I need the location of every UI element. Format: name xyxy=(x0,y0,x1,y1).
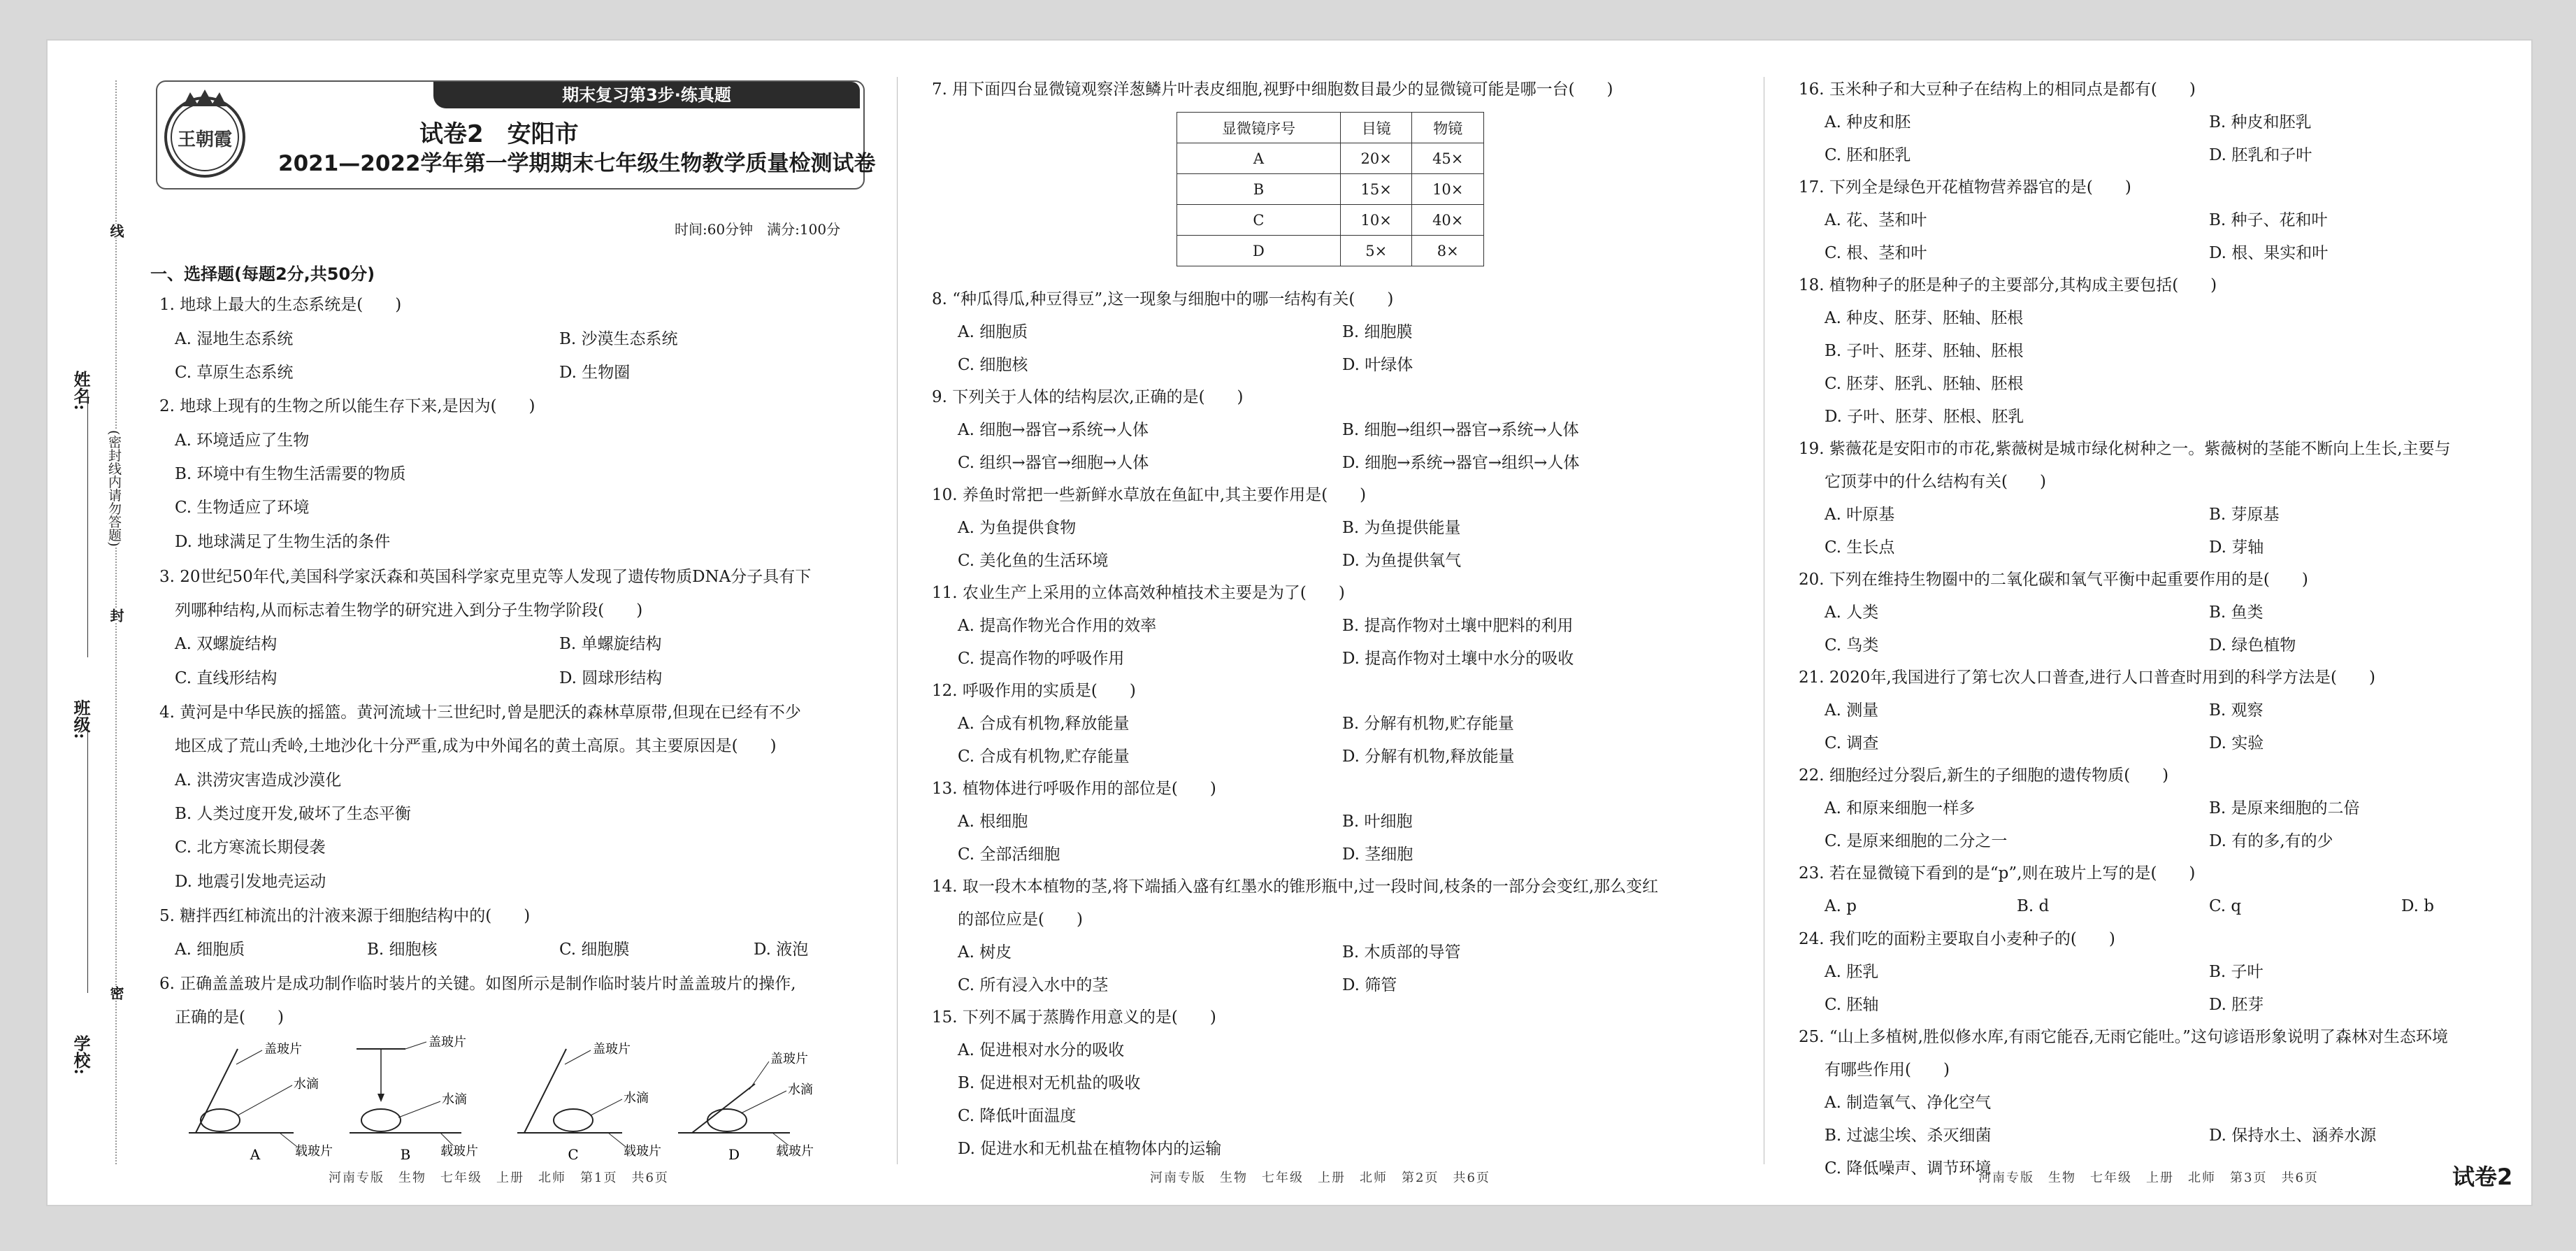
table-cell: A xyxy=(1177,143,1341,174)
microscope-table xyxy=(1177,112,1484,266)
svg-text:载玻片: 载玻片 xyxy=(440,1144,478,1159)
option: C. 降低噪声、调节环境 xyxy=(1825,1159,1992,1178)
option: B. 为鱼提供能量 xyxy=(1342,519,1461,537)
option: C. 直线形结构 xyxy=(175,669,278,687)
svg-text:水滴: 水滴 xyxy=(624,1091,649,1106)
seal-secret-char: 密 xyxy=(106,986,127,1000)
table-header: 目镜 xyxy=(1340,113,1412,143)
option: D. 筛管 xyxy=(1342,976,1397,994)
table-cell: 10× xyxy=(1412,174,1484,205)
paper-number: 试卷2 xyxy=(2452,1164,2513,1190)
option: D. 为鱼提供氧气 xyxy=(1342,552,1462,570)
option: D. 促进水和无机盐在植物体内的运输 xyxy=(958,1140,1222,1158)
question-stem: 8. “种瓜得瓜,种豆得豆”,这一现象与细胞中的哪一结构有关( ) xyxy=(932,290,1394,308)
option: D. 地震引发地壳运动 xyxy=(175,873,326,891)
question-stem: 3. 20世纪50年代,美国科学家沃森和英国科学家克里克等人发现了遗传物质DNA分子具有下 xyxy=(159,568,812,586)
question-stem: 25. “山上多植树,胜似修水库,有雨它能吞,无雨它能吐。”这句谚语形象说明了森林对生态环境 xyxy=(1799,1028,2448,1046)
question-stem-cont: 它顶芽中的什么结构有关( ) xyxy=(1825,473,2046,491)
option: B. 提高作物对土壤中肥料的利用 xyxy=(1342,617,1574,635)
option: B. 木质部的导管 xyxy=(1342,943,1461,962)
name-label: 姓名: xyxy=(71,371,91,410)
coverslip-figure xyxy=(168,1035,839,1161)
table-row xyxy=(1177,143,1484,174)
question-stem: 14. 取一段木本植物的茎,将下端插入盛有红墨水的锥形瓶中,过一段时间,枝条的一部分会变红,那么变红 xyxy=(932,878,1659,896)
option: B. 子叶、胚芽、胚轴、胚根 xyxy=(1825,342,2024,360)
option: C. q xyxy=(2209,897,2242,915)
option: B. 过滤尘埃、杀灭细菌 xyxy=(1825,1127,1992,1145)
table-cell: 45× xyxy=(1412,143,1484,174)
table-cell: 15× xyxy=(1340,174,1412,205)
option: C. 降低叶面温度 xyxy=(958,1107,1077,1125)
option: C. 美化鱼的生活环境 xyxy=(958,552,1109,570)
svg-text:水滴: 水滴 xyxy=(294,1077,319,1092)
option: C. 胚和胚乳 xyxy=(1825,146,1911,164)
option: D. b xyxy=(2401,897,2434,915)
question-stem: 19. 紫薇花是安阳市的市花,紫薇树是城市绿化树种之一。紫薇树的茎能不断向上生长,主要与 xyxy=(1799,440,2451,458)
option: C. 胚芽、胚乳、胚轴、胚根 xyxy=(1825,375,2024,393)
question-stem: 9. 下列关于人体的结构层次,正确的是( ) xyxy=(932,388,1244,406)
exam-title: 试卷2 安阳市 xyxy=(419,120,579,148)
svg-text:D: D xyxy=(728,1146,740,1161)
question-stem: 15. 下列不属于蒸腾作用意义的是( ) xyxy=(932,1008,1216,1027)
option: D. 芽轴 xyxy=(2209,538,2264,557)
question-stem: 6. 正确盖盖玻片是成功制作临时装片的关键。如图所示是制作临时装片时盖盖玻片的操作, xyxy=(159,975,796,993)
class-blank xyxy=(87,727,88,993)
binding-line xyxy=(115,80,117,1164)
svg-text:水滴: 水滴 xyxy=(788,1082,813,1097)
option: D. 叶绿体 xyxy=(1342,356,1413,374)
table-cell: 20× xyxy=(1340,143,1412,174)
question-stem: 11. 农业生产上采用的立体高效种植技术主要是为了( ) xyxy=(932,584,1345,602)
table-header: 显微镜序号 xyxy=(1177,113,1341,143)
svg-text:A: A xyxy=(250,1146,261,1161)
svg-text:载玻片: 载玻片 xyxy=(624,1144,661,1159)
option: A. 叶原基 xyxy=(1825,506,1895,524)
option: C. 全部活细胞 xyxy=(958,845,1060,864)
option: B. 种皮和胚乳 xyxy=(2209,113,2312,131)
option: A. 测量 xyxy=(1825,701,1879,720)
question-stem: 16. 玉米种子和大豆种子在结构上的相同点是都有( ) xyxy=(1799,80,2196,99)
option: B. 细胞核 xyxy=(367,941,438,959)
table-cell: 8× xyxy=(1412,236,1484,266)
option: A. 胚乳 xyxy=(1825,963,1879,981)
table-cell: 10× xyxy=(1340,205,1412,236)
option: C. 北方寒流长期侵袭 xyxy=(175,838,326,857)
option: D. 子叶、胚芽、胚根、胚乳 xyxy=(1825,408,2024,426)
column-divider xyxy=(897,77,898,1164)
option: D. 圆球形结构 xyxy=(559,669,663,687)
question-stem: 13. 植物体进行呼吸作用的部位是( ) xyxy=(932,780,1216,798)
option: D. 实验 xyxy=(2209,734,2264,752)
question-stem: 17. 下列全是绿色开花植物营养器官的是( ) xyxy=(1799,178,2131,196)
option: B. 子叶 xyxy=(2209,963,2264,981)
svg-text:载玻片: 载玻片 xyxy=(776,1144,814,1159)
option: C. 胚轴 xyxy=(1825,996,1879,1014)
page-footer: 河南专版 生物 七年级 上册 北师 第2页 共6页 xyxy=(1150,1171,1490,1185)
option: B. d xyxy=(2017,897,2050,915)
question-stem: 2. 地球上现有的生物之所以能生存下来,是因为( ) xyxy=(159,397,535,415)
option: C. 提高作物的呼吸作用 xyxy=(958,650,1125,668)
exam-meta: 时间:60分钟 满分:100分 xyxy=(675,221,841,238)
class-label: 班级: xyxy=(71,699,91,739)
page-footer: 河南专版 生物 七年级 上册 北师 第3页 共6页 xyxy=(1978,1171,2319,1185)
question-stem-cont: 有哪些作用( ) xyxy=(1825,1061,1950,1079)
question-stem-cont: 地区成了荒山秃岭,土地沙化十分严重,成为中外闻名的黄土高原。其主要原因是( ) xyxy=(175,737,777,755)
table-cell: 40× xyxy=(1412,205,1484,236)
page-footer: 河南专版 生物 七年级 上册 北师 第1页 共6页 xyxy=(329,1171,669,1185)
question-stem: 7. 用下面四台显微镜观察洋葱鳞片叶表皮细胞,视野中细胞数目最少的显微镜可能是哪一台( ) xyxy=(932,80,1613,99)
question-stem-cont: 的部位应是( ) xyxy=(958,910,1083,929)
seal-line-char: 线 xyxy=(106,224,127,238)
table-header: 物镜 xyxy=(1412,113,1484,143)
option: B. 观察 xyxy=(2209,701,2264,720)
option: D. 生物圈 xyxy=(559,364,631,382)
question-stem: 24. 我们吃的面粉主要取自小麦种子的( ) xyxy=(1799,930,2115,948)
option: B. 细胞膜 xyxy=(1342,323,1413,341)
svg-text:盖玻片: 盖玻片 xyxy=(593,1042,631,1057)
option: B. 芽原基 xyxy=(2209,506,2280,524)
option: B. 分解有机物,贮存能量 xyxy=(1342,715,1514,733)
option: D. 有的多,有的少 xyxy=(2209,832,2333,850)
option: B. 促进根对无机盐的吸收 xyxy=(958,1074,1141,1092)
figure-c xyxy=(517,1042,661,1161)
option: C. 组织→器官→细胞→人体 xyxy=(958,454,1149,472)
option: D. 提高作物对土壤中水分的吸收 xyxy=(1342,650,1574,668)
question-stem: 21. 2020年,我国进行了第七次人口普查,进行人口普查时用到的科学方法是( ) xyxy=(1799,669,2375,687)
svg-text:盖玻片: 盖玻片 xyxy=(429,1035,466,1050)
option: B. 叶细胞 xyxy=(1342,813,1413,831)
school-label: 学校: xyxy=(71,1035,91,1075)
question-stem-cont: 列哪种结构,从而标志着生物学的研究进入到分子生物学阶段( ) xyxy=(175,601,643,620)
option: A. 种皮和胚 xyxy=(1825,113,1911,131)
svg-text:水滴: 水滴 xyxy=(442,1092,467,1107)
seal-note: (密封线内请勿答题) xyxy=(105,430,124,547)
question-stem: 18. 植物种子的胚是种子的主要部分,其构成主要包括( ) xyxy=(1799,276,2217,294)
option: A. 制造氧气、净化空气 xyxy=(1825,1094,1992,1112)
option: D. 茎细胞 xyxy=(1342,845,1413,864)
svg-text:盖玻片: 盖玻片 xyxy=(770,1052,808,1066)
option: C. 细胞膜 xyxy=(559,941,630,959)
table-row xyxy=(1177,174,1484,205)
question-stem: 5. 糖拌西红柿流出的汁液来源于细胞结构中的( ) xyxy=(159,907,531,925)
question-stem: 22. 细胞经过分裂后,新生的子细胞的遗传物质( ) xyxy=(1799,766,2169,785)
option: C. 生物适应了环境 xyxy=(175,499,310,517)
option: A. 湿地生态系统 xyxy=(175,330,294,348)
question-stem: 10. 养鱼时常把一些新鲜水草放在鱼缸中,其主要作用是( ) xyxy=(932,486,1367,504)
figure-b xyxy=(350,1035,478,1161)
option: C. 生长点 xyxy=(1825,538,1895,557)
option: A. 合成有机物,释放能量 xyxy=(958,715,1130,733)
table-cell: 5× xyxy=(1340,236,1412,266)
option: B. 种子、花和叶 xyxy=(2209,211,2328,229)
option: C. 根、茎和叶 xyxy=(1825,244,1927,262)
option: D. 液泡 xyxy=(754,941,809,959)
option: C. 所有浸入水中的茎 xyxy=(958,976,1109,994)
table-cell: B xyxy=(1177,174,1341,205)
question-stem-cont: 正确的是( ) xyxy=(175,1008,284,1027)
figure-d xyxy=(678,1052,814,1161)
section-heading: 一、选择题(每题2分,共50分) xyxy=(150,264,375,284)
option: A. 双螺旋结构 xyxy=(175,635,278,653)
option: A. 树皮 xyxy=(958,943,1012,962)
option: C. 是原来细胞的二分之一 xyxy=(1825,832,2008,850)
option: D. 细胞→系统→器官→组织→人体 xyxy=(1342,454,1580,472)
option: D. 绿色植物 xyxy=(2209,636,2296,655)
option: B. 鱼类 xyxy=(2209,603,2264,622)
option: A. 人类 xyxy=(1825,603,1879,622)
option: B. 环境中有生物生活需要的物质 xyxy=(175,465,406,483)
table-row xyxy=(1177,205,1484,236)
option: A. 细胞质 xyxy=(175,941,245,959)
svg-text:载玻片: 载玻片 xyxy=(295,1144,333,1159)
question-stem: 20. 下列在维持生物圈中的二氧化碳和氧气平衡中起重要作用的是( ) xyxy=(1799,571,2308,589)
option: A. 为鱼提供食物 xyxy=(958,519,1077,537)
option: A. 洪涝灾害造成沙漠化 xyxy=(175,771,342,789)
option: C. 调查 xyxy=(1825,734,1879,752)
option: B. 是原来细胞的二倍 xyxy=(2209,799,2360,817)
option: D. 胚乳和子叶 xyxy=(2209,146,2312,164)
option: C. 细胞核 xyxy=(958,356,1028,374)
option: A. 环境适应了生物 xyxy=(175,431,310,450)
table-cell: D xyxy=(1177,236,1341,266)
option: C. 合成有机物,贮存能量 xyxy=(958,748,1130,766)
question-stem: 1. 地球上最大的生态系统是( ) xyxy=(159,296,402,314)
option: A. p xyxy=(1825,897,1857,915)
option: D. 胚芽 xyxy=(2209,996,2264,1014)
seal-seal-char: 封 xyxy=(106,608,127,622)
option: A. 和原来细胞一样多 xyxy=(1825,799,1976,817)
option: A. 细胞质 xyxy=(958,323,1028,341)
option: C. 鸟类 xyxy=(1825,636,1879,655)
option: D. 地球满足了生物生活的条件 xyxy=(175,533,391,551)
svg-text:C: C xyxy=(568,1146,579,1161)
option: B. 单螺旋结构 xyxy=(559,635,662,653)
figure-a xyxy=(189,1042,333,1161)
option: A. 细胞→器官→系统→人体 xyxy=(958,421,1149,439)
logo-text: 王朝霞 xyxy=(177,129,233,150)
svg-text:盖玻片: 盖玻片 xyxy=(264,1042,302,1057)
publisher-logo-icon xyxy=(162,85,247,180)
name-blank xyxy=(87,392,88,657)
svg-text:B: B xyxy=(400,1146,411,1161)
table-cell: C xyxy=(1177,205,1341,236)
option: A. 种皮、胚芽、胚轴、胚根 xyxy=(1825,309,2024,327)
option: D. 分解有机物,释放能量 xyxy=(1342,748,1515,766)
option: D. 根、果实和叶 xyxy=(2209,244,2329,262)
option: C. 草原生态系统 xyxy=(175,364,294,382)
option: B. 人类过度开发,破坏了生态平衡 xyxy=(175,805,411,823)
option: A. 提高作物光合作用的效率 xyxy=(958,617,1157,635)
option: B. 细胞→组织→器官→系统→人体 xyxy=(1342,421,1579,439)
banner-label: 期末复习第3步·练真题 xyxy=(433,82,860,108)
question-stem: 12. 呼吸作用的实质是( ) xyxy=(932,682,1136,700)
table-row xyxy=(1177,236,1484,266)
option: A. 促进根对水分的吸收 xyxy=(958,1041,1125,1059)
option: A. 花、茎和叶 xyxy=(1825,211,1927,229)
question-stem: 4. 黄河是中华民族的摇篮。黄河流域十三世纪时,曾是肥沃的森林草原带,但现在已经有不少 xyxy=(159,703,801,722)
question-stem: 23. 若在显微镜下看到的是“p”,则在玻片上写的是( ) xyxy=(1799,864,2196,882)
option: D. 保持水土、涵养水源 xyxy=(2209,1127,2377,1145)
option: A. 根细胞 xyxy=(958,813,1028,831)
exam-subtitle: 2021—2022学年第一学期期末七年级生物教学质量检测试卷 xyxy=(278,151,876,176)
option: B. 沙漠生态系统 xyxy=(559,330,678,348)
